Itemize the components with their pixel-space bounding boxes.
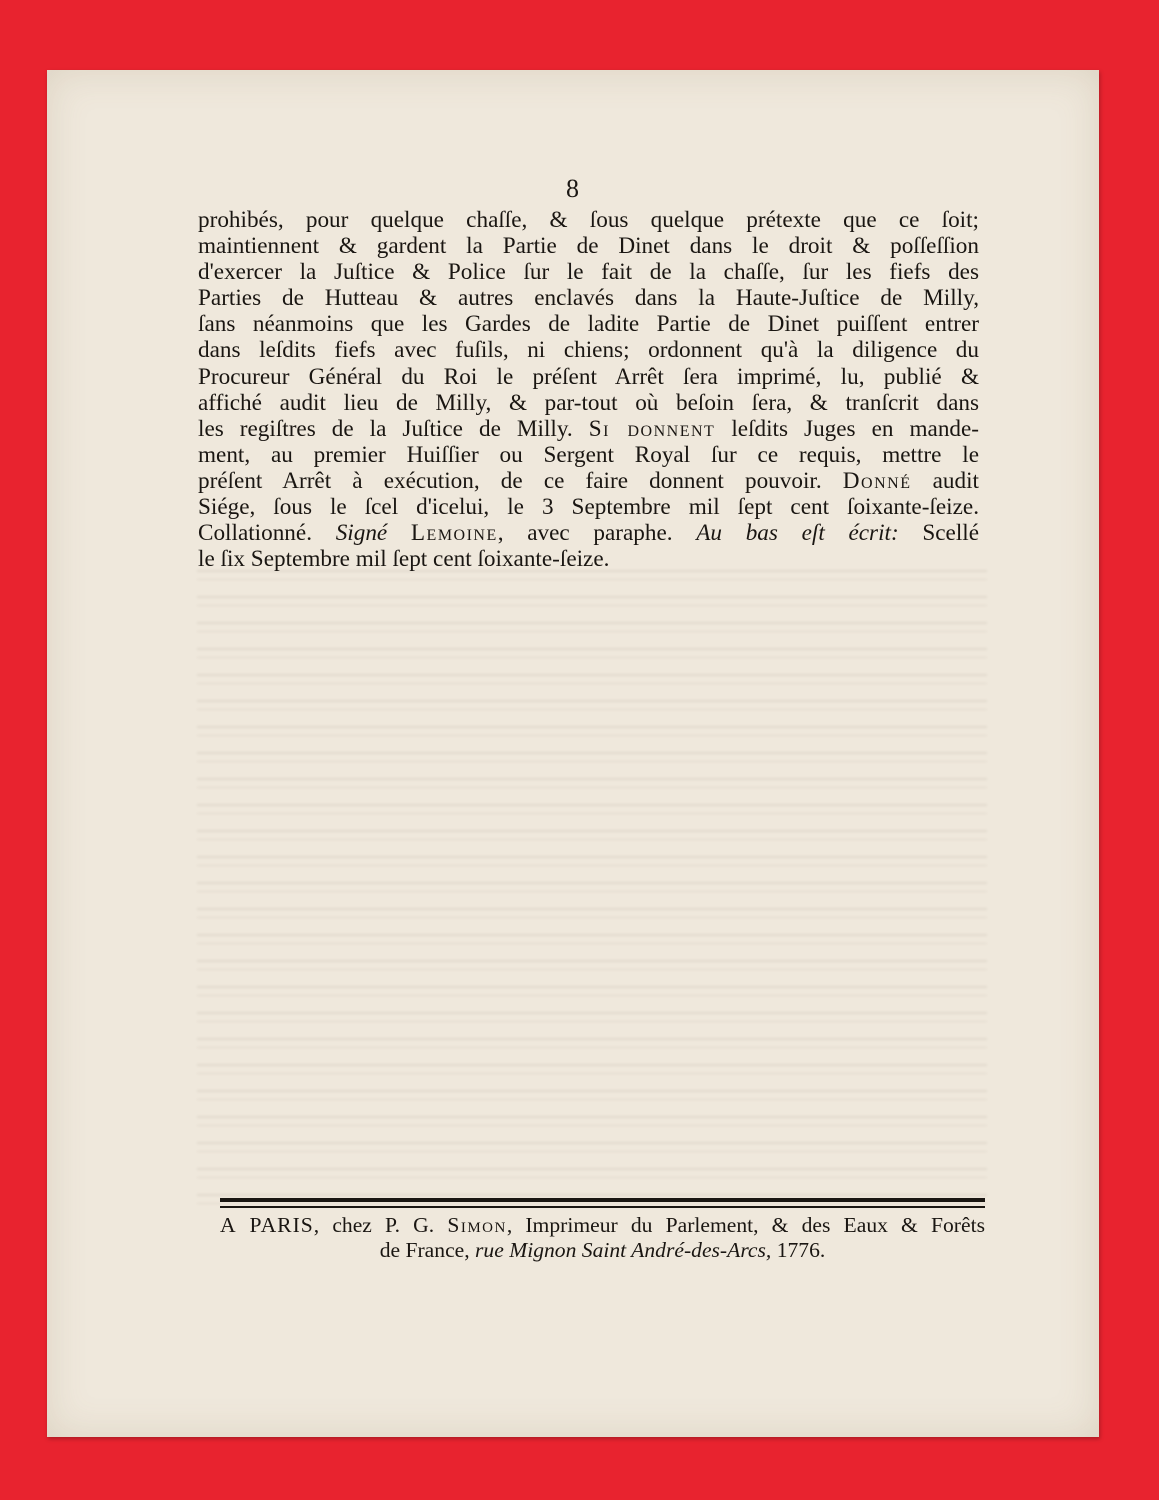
text-fragment: Collationné. xyxy=(198,520,312,547)
donne-smallcaps: Donné xyxy=(842,467,912,494)
text-line: maintiennent & gardent la Partie de Dinet dans le droit & poſſeſſion xyxy=(198,233,979,260)
imprint-city: A PARIS xyxy=(220,1213,314,1237)
text-fragment: leſdits Juges en mande- xyxy=(715,415,980,442)
imprint-line xyxy=(220,1238,985,1263)
imprint-printer-name: Simon xyxy=(447,1213,507,1237)
imprint-line xyxy=(220,1213,985,1238)
imprint-street: rue Mignon Saint André-des-Arcs, xyxy=(475,1238,772,1262)
text-line: dans leſdits fiefs avec fuſils, ni chiens; ordonnent qu'à la diligence du xyxy=(198,337,979,364)
double-rule-thick xyxy=(220,1198,985,1202)
imprint-fragment: de France, xyxy=(379,1238,476,1262)
si-donnent-smallcaps: Si donnent xyxy=(588,415,716,442)
text-line: d'exercer la Juſtice & Police ſur le fait de la chaſſe, ſur les fiefs des xyxy=(198,259,979,286)
text-line: le ſix Septembre mil ſept cent ſoixante-ſeize. xyxy=(198,546,610,573)
decree-text xyxy=(198,207,979,572)
text-line xyxy=(198,520,979,546)
text-fragment: audit xyxy=(911,467,979,494)
lemoine-smallcaps: Lemoine xyxy=(410,520,498,547)
text-fragment: préſent Arrêt à exécution, de ce faire donnent pouvoir. xyxy=(198,467,822,494)
text-fragment: Scellé xyxy=(898,520,980,547)
document-page xyxy=(47,70,1099,1437)
au-bas-italic: Au bas eſt écrit: xyxy=(696,520,899,547)
printer-imprint xyxy=(220,1213,985,1263)
text-line: ment, au premier Huiſſier ou Sergent Royal ſur ce requis, mettre le xyxy=(198,441,979,468)
signe-italic: Signé xyxy=(335,520,388,547)
text-line: ſans néanmoins que les Gardes de ladite Partie de Dinet puiſſent entrer xyxy=(198,311,979,338)
text-fragment: les regiſtres de la Juſtice de Milly. xyxy=(198,415,573,442)
double-rule-thin xyxy=(220,1206,985,1208)
text-line: Parties de Hutteau & autres enclavés dans la Haute-Juſtice de Milly, xyxy=(198,285,979,312)
imprint-fragment: , chez P. G. xyxy=(313,1213,448,1237)
text-line: affiché audit lieu de Milly, & par-tout où beſoin ſera, & tranſcrit dans xyxy=(198,389,979,416)
bleed-through-texture xyxy=(197,570,987,1210)
imprint-year: 1776. xyxy=(771,1238,826,1262)
text-line xyxy=(198,416,979,442)
imprint-fragment: , Imprimeur du Parlement, & des Eaux & Forêts xyxy=(506,1213,985,1237)
page-number: 8 xyxy=(566,174,580,203)
text-fragment: , avec paraphe. xyxy=(497,520,673,547)
text-line: Siége, ſous le ſcel d'icelui, le 3 Septembre mil ſept cent ſoixante-ſeize. xyxy=(198,494,979,521)
text-line: Procureur Général du Roi le préſent Arrêt ſera imprimé, lu, publié & xyxy=(198,363,979,390)
text-line: prohibés, pour quelque chaſſe, & ſous quelque prétexte que ce ſoit; xyxy=(198,207,979,233)
text-line xyxy=(198,468,979,494)
